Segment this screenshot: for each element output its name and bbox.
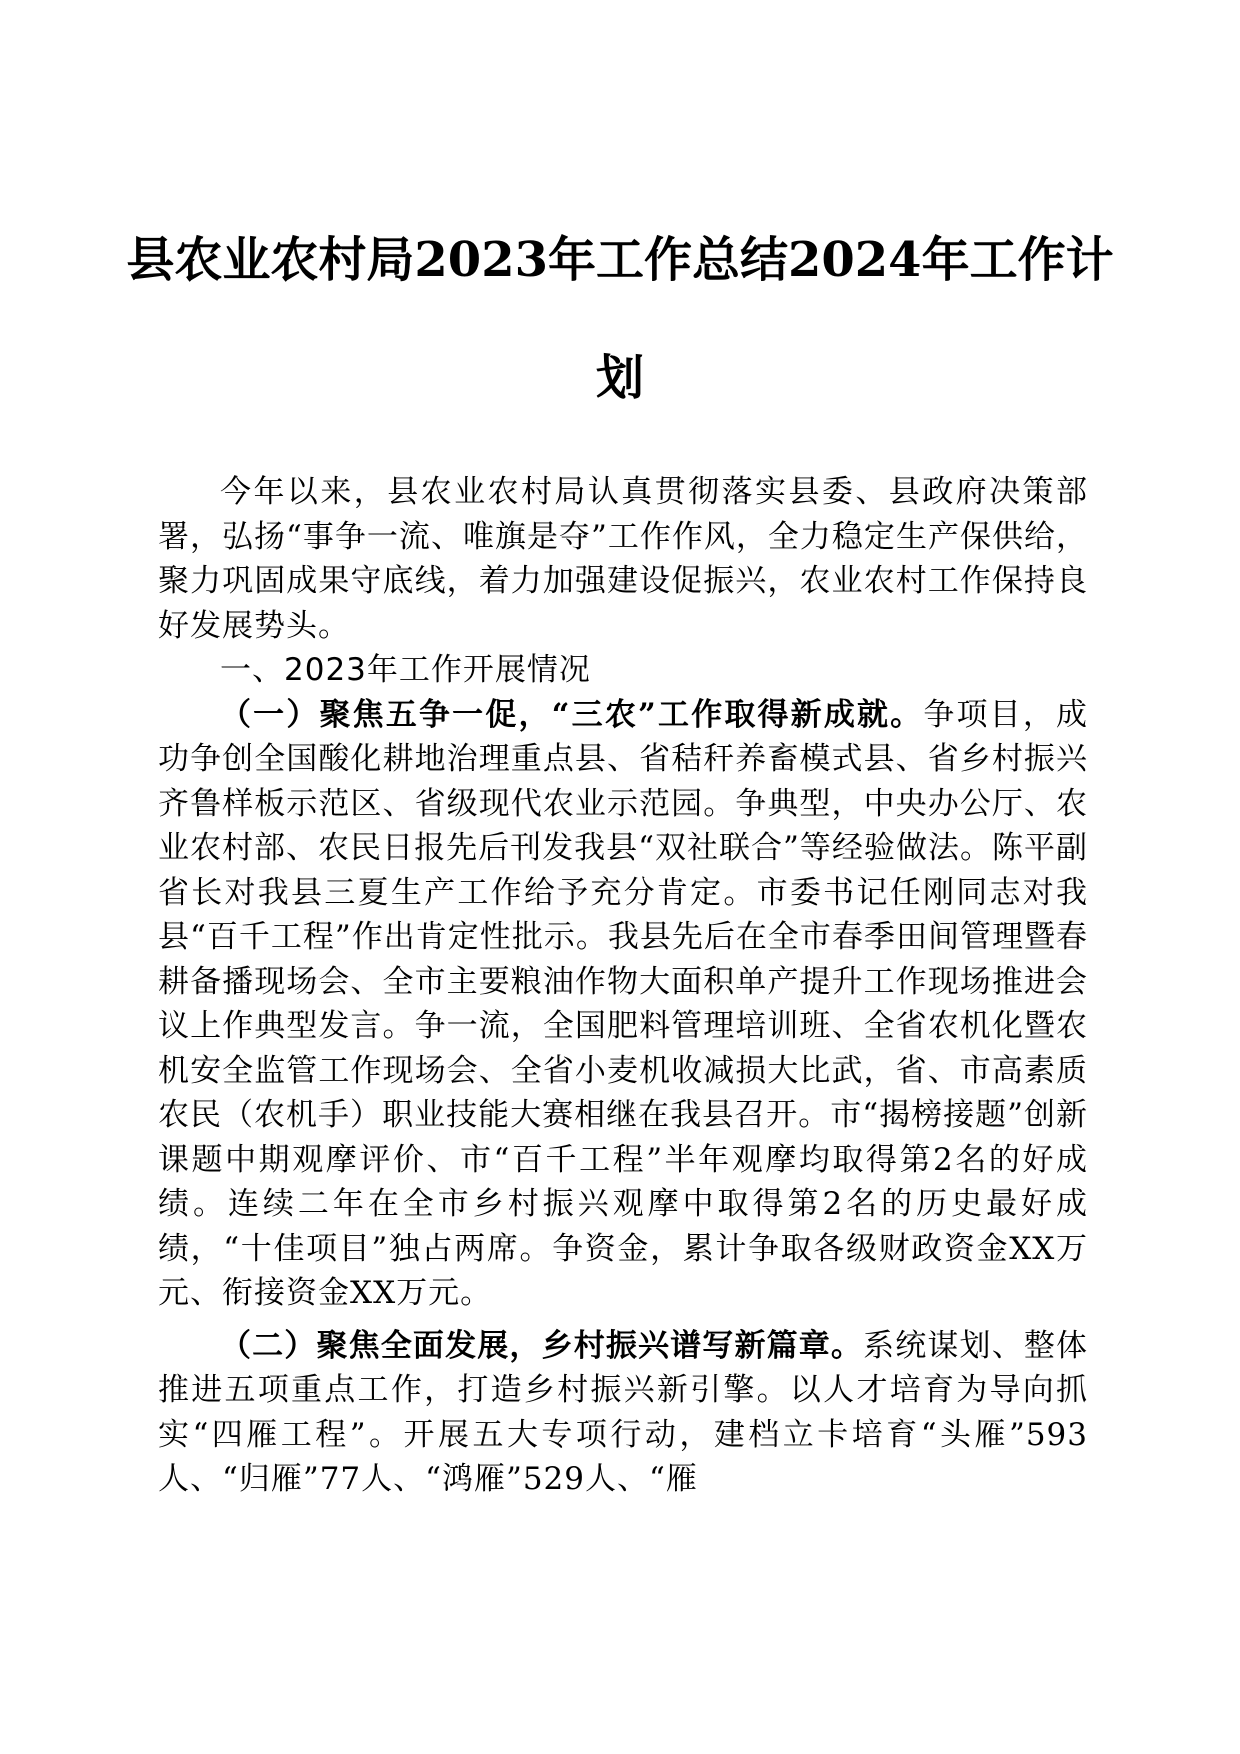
subsection-2-paragraph — [158, 1324, 1088, 1502]
subsection-1-paragraph — [158, 693, 1088, 1316]
section-heading-text: 一、2023年工作开展情况 — [220, 652, 591, 688]
document-body — [158, 470, 1088, 1502]
subsection-2-lead: （二）聚焦全面发展，乡村振兴谱写新篇章。 — [220, 1327, 864, 1364]
intro-paragraph: 今年以来，县农业农村局认真贯彻落实县委、县政府决策部署，弘扬“事争一流、唯旗是夺”工作作风，全力稳定生产保供给，聚力巩固成果守底线，着力加强建设促振兴，农业农村工作保持良好发展势头。 — [158, 474, 1088, 644]
subsection-1-lead: （一）聚焦五争一促，“三农”工作取得新成就。 — [220, 696, 924, 733]
subsection-2-body: 系统谋划、整体推进五项重点工作，打造乡村振兴新引擎。以人才培育为导向抓实“四雁工程”。开展五大专项行动，建档立卡培育“头雁”593人、“归雁”77人、“鸿雁”529人、“雁 — [158, 1327, 1089, 1497]
document-title-line-1: 县农业农村局2023年工作总结2024年工作计 — [126, 232, 1114, 288]
section-heading — [158, 648, 1088, 693]
document-title-line-2: 划 — [595, 350, 644, 406]
subsection-1-body: 争项目，成功争创全国酸化耕地治理重点县、省秸秆养畜模式县、省乡村振兴齐鲁样板示范区、省级现代农业示范园。争典型，中央办公厅、农业农村部、农民日报先后刊发我县“双社联合”等经验做法。陈平副省长对我县三夏生产工作给予充分肯定。市委书记任刚同志对我县“百千工程”作出肯定性批示。我县先后在全市春季田间管理暨春耕备播现场会、全市主要粮油作物大面积单产提升工作现场推进会议上作典型发言。争一流，全国肥料管理培训班、全省农机化暨农机安全监管工作现场会、全省小麦机收减损大比武，省、市高素质农民（农机手）职业技能大赛相继在我县召开。市“揭榜接题”创新课题中期观摩评价、市“百千工程”半年观摩均取得第2名的好成绩。连续二年在全市乡村振兴观摩中取得第2名的历史最好成绩，“十佳项目”独占两席。争资金，累计争取各级财政资金XX万元、衔接资金XX万元。 — [158, 696, 1088, 1311]
